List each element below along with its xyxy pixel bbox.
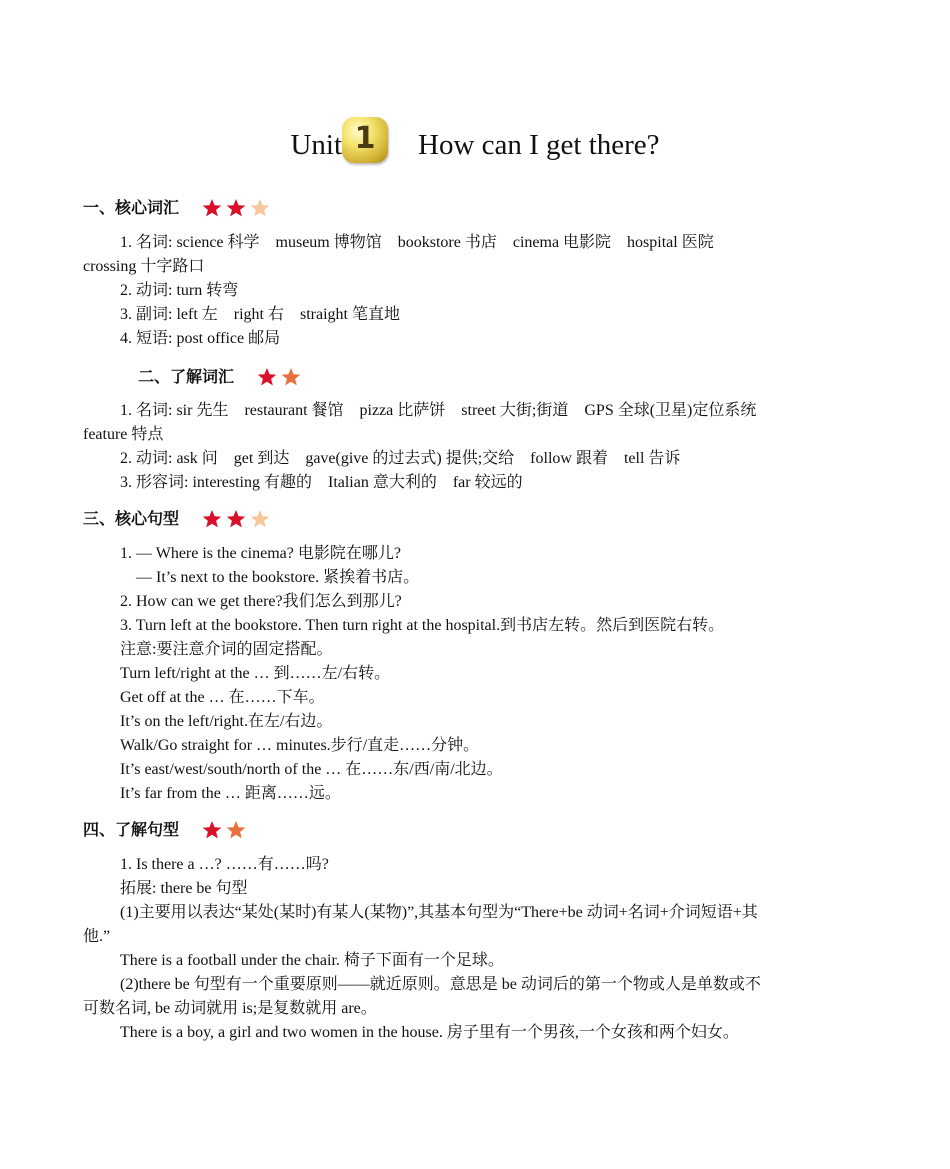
sentence-line: It’s far from the … 距离……远。 [120, 785, 341, 802]
sentence-line: 可数名词, be 动词就用 is;是复数就用 are。 [83, 1000, 377, 1017]
section-heading-extra-sentences [83, 814, 249, 844]
star-icon [202, 199, 221, 216]
vocab-line: 2. 动词: ask 问 get 到达 gave(give 的过去式) 提供;交给 follow 跟着 tell 告诉 [120, 450, 681, 467]
sentence-line: 1. — Where is the cinema? 电影院在哪儿? [120, 545, 401, 562]
star-icon [226, 821, 245, 838]
rating-stars [201, 508, 273, 530]
section-heading-core-sentences [83, 503, 273, 533]
sentence-line: (2)there be 句型有一个重要原则——就近原则。意思是 be 动词后的第一个物或人是单数或不 [120, 976, 761, 993]
sentence-line: 2. How can we get there?我们怎么到那儿? [120, 593, 402, 610]
stars-svg [201, 197, 273, 219]
sentence-line: Walk/Go straight for … minutes.步行/直走……分钟。 [120, 737, 480, 754]
vocab-line: 3. 副词: left 左 right 右 straight 笔直地 [120, 306, 400, 323]
vocab-line: 1. 名词: science 科学 museum 博物馆 bookstore 书店 cinema 电影院 hospital 医院 [120, 234, 714, 251]
star-icon [250, 199, 269, 216]
sentence-line: There is a boy, a girl and two women in the house. 房子里有一个男孩,一个女孩和两个妇女。 [120, 1024, 739, 1041]
sentence-line: 拓展: there be 句型 [120, 880, 248, 897]
star-icon [226, 199, 245, 216]
unit-number: 1 [354, 121, 376, 157]
sentence-line: It’s on the left/right.在左/右边。 [120, 713, 333, 730]
sentence-line: (1)主要用以表达“某处(某时)有某人(某物)”,其基本句型为“There+be 动词+名词+介词短语+其 [120, 904, 758, 921]
sentence-line: 他.” [83, 928, 111, 945]
rating-stars [201, 197, 273, 219]
vocab-line: 2. 动词: turn 转弯 [120, 282, 239, 299]
stars-svg [201, 819, 249, 841]
section-heading-extra-vocabulary [138, 361, 304, 391]
title-prefix: Unit [290, 129, 342, 162]
rating-stars [256, 366, 304, 388]
star-icon [257, 368, 276, 385]
vocab-line: 3. 形容词: interesting 有趣的 Italian 意大利的 far 较远的 [120, 474, 523, 491]
sentence-line: It’s east/west/south/north of the … 在……东/西/南/北边。 [120, 761, 503, 778]
unit-number-badge [342, 117, 388, 163]
sentence-line: Get off at the … 在……下车。 [120, 689, 325, 706]
vocab-line: feature 特点 [83, 426, 164, 443]
section-label: 四、了解句型 [83, 819, 180, 839]
star-icon [202, 510, 221, 527]
sentence-line: Turn left/right at the … 到……左/右转。 [120, 665, 391, 682]
unit-title [0, 108, 950, 178]
star-icon [281, 368, 300, 385]
star-icon [250, 510, 269, 527]
sentence-line: — It’s next to the bookstore. 紧挨着书店。 [136, 569, 420, 586]
title-text: How can I get there? [418, 129, 660, 162]
stars-svg [201, 508, 273, 530]
section-label: 二、了解词汇 [138, 366, 235, 386]
vocab-line: 1. 名词: sir 先生 restaurant 餐馆 pizza 比萨饼 street 大街;街道 GPS 全球(卫星)定位系统 [120, 402, 757, 419]
rating-stars [201, 819, 249, 841]
star-icon [226, 510, 245, 527]
star-icon [202, 821, 221, 838]
stars-svg [256, 366, 304, 388]
vocab-line: 4. 短语: post office 邮局 [120, 330, 281, 347]
section-heading-core-vocabulary [83, 192, 273, 222]
sentence-line: 1. Is there a …? ……有……吗? [120, 856, 329, 873]
sentence-line: 3. Turn left at the bookstore. Then turn right at the hospital.到书店左转。然后到医院右转。 [120, 617, 725, 634]
section-label: 三、核心句型 [83, 508, 180, 528]
sentence-line: There is a football under the chair. 椅子下面有一个足球。 [120, 952, 504, 969]
section-label: 一、核心词汇 [83, 197, 180, 217]
sentence-line: 注意:要注意介词的固定搭配。 [120, 641, 333, 658]
vocab-line: crossing 十字路口 [83, 258, 205, 275]
